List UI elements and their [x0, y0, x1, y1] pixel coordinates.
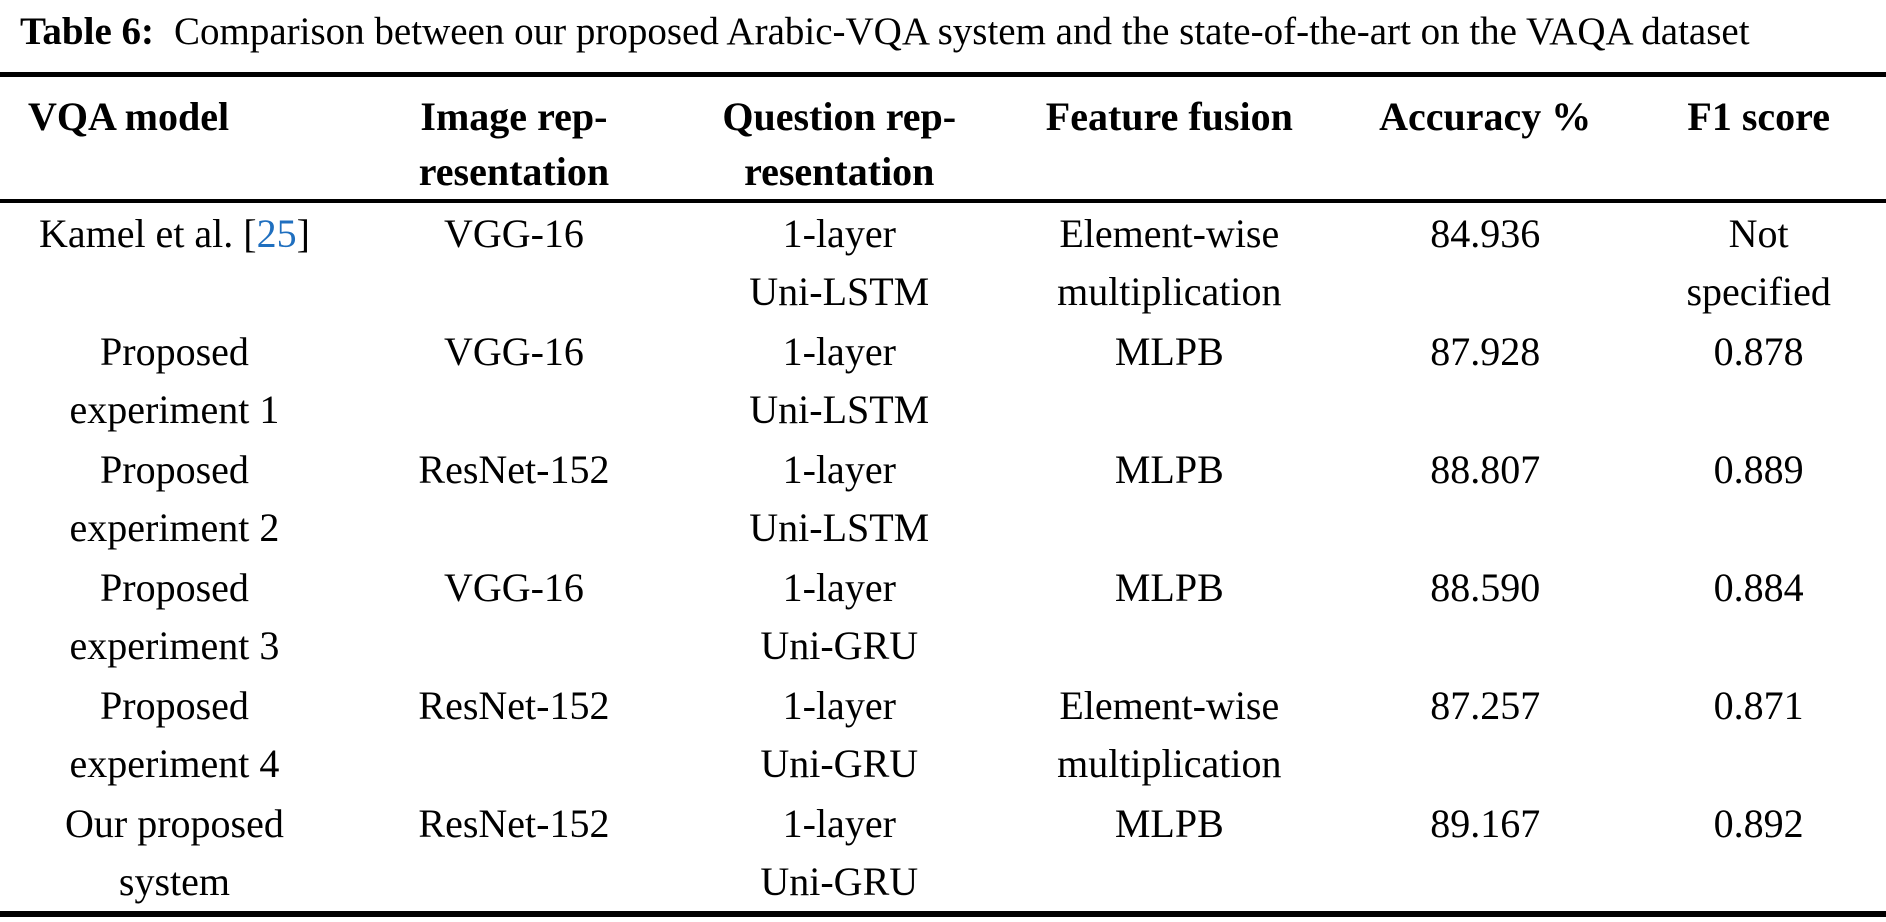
cell-line: Not — [1728, 211, 1789, 256]
table-caption-label: Table 6: — [20, 10, 155, 53]
cell-image-representation — [349, 321, 679, 439]
cell-line: 1-layer — [782, 565, 896, 610]
cell-line: Our proposed — [65, 801, 284, 846]
cell-line: 0.878 — [1713, 329, 1804, 374]
cell-line: Uni-GRU — [760, 859, 919, 904]
header-line: resentation — [418, 149, 610, 194]
table-row — [0, 557, 1886, 675]
table-row — [0, 439, 1886, 557]
cell-line: 0.892 — [1713, 801, 1804, 846]
cell-line: 87.257 — [1430, 683, 1541, 728]
citation-link[interactable]: 25 — [256, 211, 297, 256]
cell-f1-score — [1631, 201, 1886, 321]
cell-vqa-model — [0, 557, 349, 675]
cell-vqa-model — [0, 793, 349, 914]
cell-image-representation — [349, 439, 679, 557]
cell-line: multiplication — [1057, 741, 1282, 786]
cell-vqa-model — [0, 439, 349, 557]
cell-line: 1-layer — [782, 801, 896, 846]
header-question-representation — [679, 75, 1000, 202]
cell-question-representation — [679, 321, 1000, 439]
cell-question-representation — [679, 439, 1000, 557]
header-line: Feature fusion — [1045, 94, 1293, 139]
cell-line: Proposed — [100, 683, 249, 728]
header-line: Accuracy % — [1379, 94, 1592, 139]
table-row — [0, 793, 1886, 914]
cell-line: 84.936 — [1430, 211, 1541, 256]
cell-line: experiment 1 — [69, 387, 280, 432]
table-caption — [20, 8, 1886, 56]
header-vqa-model — [0, 75, 349, 202]
cell-line: ResNet-152 — [418, 801, 610, 846]
cell-line: Uni-LSTM — [749, 505, 930, 550]
cell-accuracy — [1339, 557, 1631, 675]
cell-line: Element-wise — [1059, 683, 1280, 728]
cell-line: 1-layer — [782, 683, 896, 728]
cell-line: 1-layer — [782, 329, 896, 374]
cell-question-representation — [679, 793, 1000, 914]
cell-image-representation — [349, 557, 679, 675]
cell-f1-score — [1631, 793, 1886, 914]
header-image-representation — [349, 75, 679, 202]
cell-line: Uni-LSTM — [749, 269, 930, 314]
cell-line: experiment 2 — [69, 505, 280, 550]
header-accuracy — [1339, 75, 1631, 202]
cell-line: system — [118, 859, 231, 904]
cell-feature-fusion — [1000, 557, 1339, 675]
cell-line: experiment 3 — [69, 623, 280, 668]
cell-accuracy — [1339, 675, 1631, 793]
cell-f1-score — [1631, 321, 1886, 439]
cell-line: VGG-16 — [443, 565, 584, 610]
header-line: VQA model — [28, 94, 230, 139]
cell-feature-fusion — [1000, 201, 1339, 321]
cell-feature-fusion — [1000, 793, 1339, 914]
cell-line: Element-wise — [1059, 211, 1280, 256]
table-caption-text: Comparison between our proposed Arabic-VQA system and the state-of-the-art on the VAQA dataset — [174, 10, 1750, 53]
results-table — [0, 72, 1886, 917]
table-row — [0, 201, 1886, 321]
header-line: resentation — [744, 149, 935, 194]
model-text-post: ] — [296, 211, 310, 256]
cell-line: Proposed — [100, 447, 249, 492]
cell-accuracy — [1339, 321, 1631, 439]
cell-f1-score — [1631, 675, 1886, 793]
model-text-pre: Kamel et al. [ — [38, 211, 257, 256]
cell-line: 0.889 — [1713, 447, 1804, 492]
cell-line: 88.807 — [1430, 447, 1541, 492]
cell-line: MLPB — [1114, 801, 1224, 846]
cell-line: ResNet-152 — [418, 447, 610, 492]
cell-line: specified — [1686, 269, 1831, 314]
cell-vqa-model — [0, 675, 349, 793]
cell-line: Proposed — [100, 329, 249, 374]
header-line: Image rep- — [420, 94, 608, 139]
cell-line: 0.884 — [1713, 565, 1804, 610]
table-row — [0, 321, 1886, 439]
cell-line: VGG-16 — [443, 329, 584, 374]
header-line: Question rep- — [722, 94, 957, 139]
cell-f1-score — [1631, 557, 1886, 675]
header-feature-fusion — [1000, 75, 1339, 202]
cell-line: Uni-LSTM — [749, 387, 930, 432]
cell-feature-fusion — [1000, 439, 1339, 557]
cell-line: 89.167 — [1430, 801, 1541, 846]
cell-line: Proposed — [100, 565, 249, 610]
cell-line: MLPB — [1114, 565, 1224, 610]
table-row — [0, 675, 1886, 793]
cell-line: MLPB — [1114, 329, 1224, 374]
cell-vqa-model — [0, 201, 349, 321]
cell-line: ResNet-152 — [418, 683, 610, 728]
cell-line: 0.871 — [1713, 683, 1804, 728]
cell-line: Uni-GRU — [760, 623, 919, 668]
cell-question-representation — [679, 201, 1000, 321]
cell-feature-fusion — [1000, 321, 1339, 439]
cell-line: VGG-16 — [443, 211, 584, 256]
cell-line: 88.590 — [1430, 565, 1541, 610]
cell-line: 1-layer — [782, 447, 896, 492]
cell-line — [0, 205, 349, 263]
header-row — [0, 75, 1886, 202]
cell-line: experiment 4 — [69, 741, 280, 786]
cell-f1-score — [1631, 439, 1886, 557]
cell-line: Uni-GRU — [760, 741, 919, 786]
cell-accuracy — [1339, 201, 1631, 321]
cell-line: 1-layer — [782, 211, 896, 256]
cell-question-representation — [679, 557, 1000, 675]
cell-image-representation — [349, 675, 679, 793]
cell-feature-fusion — [1000, 675, 1339, 793]
cell-question-representation — [679, 675, 1000, 793]
header-f1-score — [1631, 75, 1886, 202]
cell-vqa-model — [0, 321, 349, 439]
cell-image-representation — [349, 201, 679, 321]
cell-line: multiplication — [1057, 269, 1282, 314]
cell-line: 87.928 — [1430, 329, 1541, 374]
cell-line: MLPB — [1114, 447, 1224, 492]
header-line: F1 score — [1687, 94, 1830, 139]
cell-accuracy — [1339, 793, 1631, 914]
cell-accuracy — [1339, 439, 1631, 557]
cell-image-representation — [349, 793, 679, 914]
